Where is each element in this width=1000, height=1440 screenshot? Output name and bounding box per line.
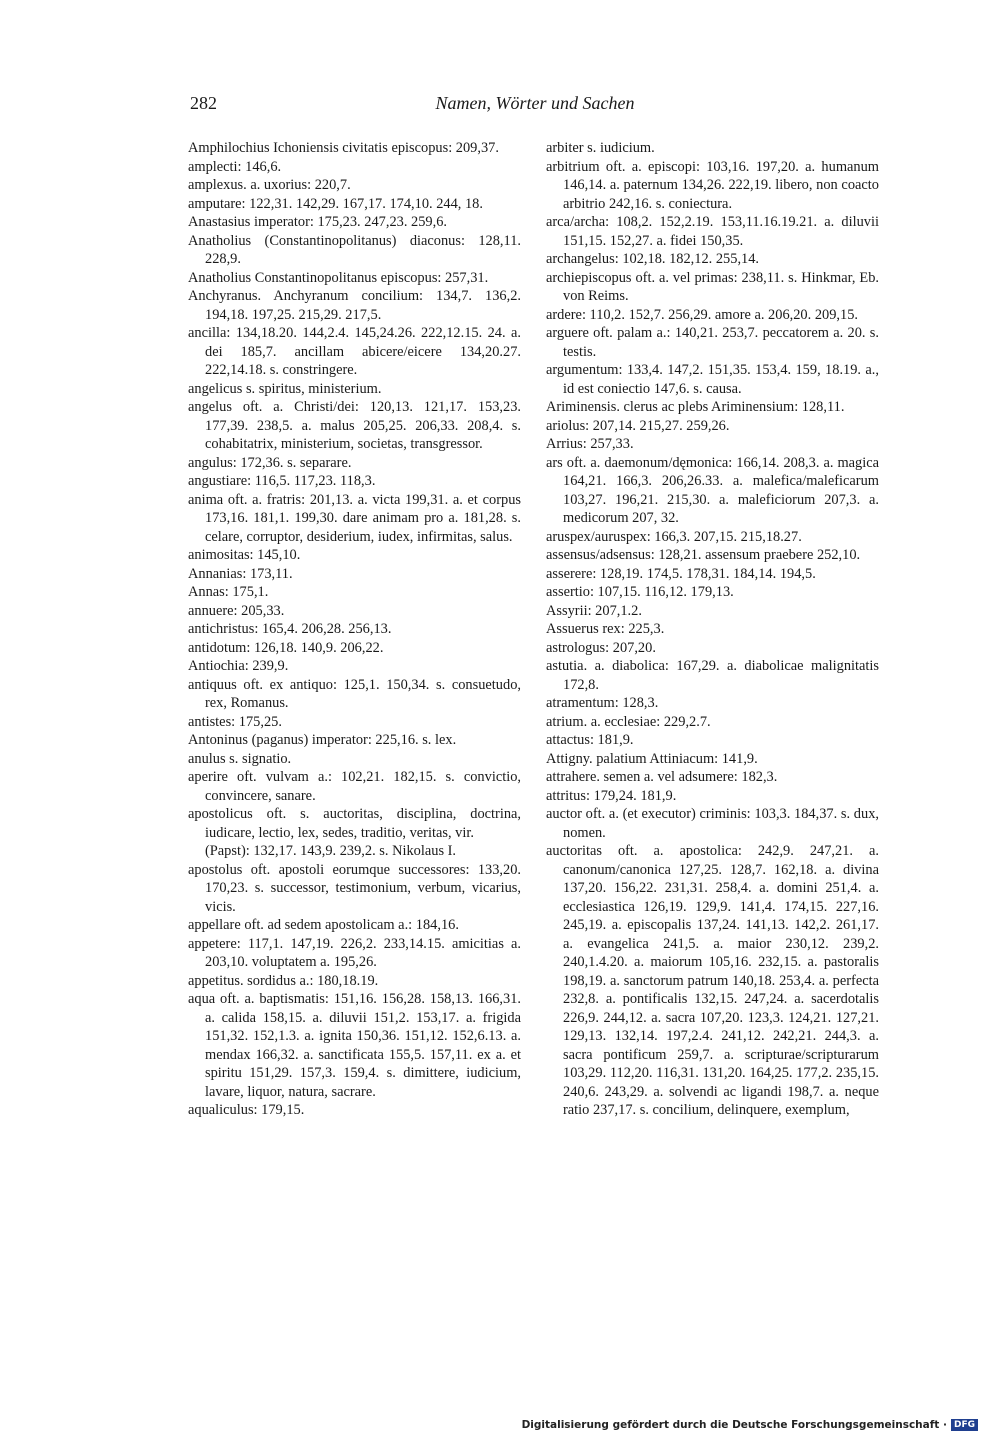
index-column-left (188, 139, 521, 1120)
index-entry: Arrius: 257,33. (546, 436, 634, 452)
index-entry: antiquus oft. ex antiquo: 125,1. 150,34. s. consuetudo, rex, Romanus. (188, 676, 521, 711)
index-entry: atrium. a. ecclesiae: 229,2.7. (546, 713, 711, 730)
index-entry: angelus oft. a. Christi/dei: 120,13. 121,17. 153,23. 177,39. 238,5. a. malus 205,25. 206,33. 208,4. s. cohabitatrix, ministerium, societas, transgressor. (188, 399, 521, 452)
index-entry: antichristus: 165,4. 206,28. 256,13. (188, 621, 392, 637)
index-entry: asserere: 128,19. 174,5. 178,31. 184,14. 194,5. (546, 565, 816, 582)
index-entry: auctor oft. a. (et executor) criminis: 103,3. 184,37. s. dux, nomen. (546, 806, 879, 841)
index-entry: angulus: 172,36. s. separare. (188, 454, 352, 471)
index-entry: amputare: 122,31. 142,29. 167,17. 174,10. 244, 18. (188, 195, 483, 212)
index-entry: aqua oft. a. baptismatis: 151,16. 156,28. 158,13. 166,31. a. calida 158,15. a. diluvii 151,2. 153,17. a. frigida 151,32. 152,1.3. a. ignita 150,36. 151,12. 152,6.13. a. mendax 166,32. a. sanctificata 155,5. 157,11. ex a. et spiritu 151,29. 157,3. 159,4. s. dimittere, iudicium, lavare, liquor, natura, sacrare. (188, 991, 521, 1100)
index-entry: amplexus. a. uxorius: 220,7. (188, 177, 351, 193)
index-entry: astutia. a. diabolica: 167,29. a. diabolicae malignitatis 172,8. (546, 658, 879, 693)
index-entry: ancilla: 134,18.20. 144,2.4. 145,24.26. 222,12.15. 24. a. dei 185,7. ancillam abicere/eicere 134,20.27. 222,14.18. s. constringere. (188, 325, 521, 378)
index-entry: Antoninus (paganus) imperator: 225,16. s. lex. (188, 732, 457, 748)
running-title: Namen, Wörter und Sachen (435, 93, 635, 113)
index-entry: arguere oft. palam a.: 140,21. 253,7. peccatorem a. 20. s. testis. (546, 325, 879, 360)
index-entry: Assyrii: 207,1.2. (546, 602, 642, 619)
index-entry: astrologus: 207,20. (546, 639, 656, 656)
index-entry: Annas: 175,1. (188, 584, 269, 600)
index-entry: ardere: 110,2. 152,7. 256,29. amore a. 206,20. 209,15. (546, 306, 858, 323)
index-entry: antidotum: 126,18. 140,9. 206,22. (188, 639, 384, 656)
index-entry: Antiochia: 239,9. (188, 658, 289, 674)
index-entry: argumentum: 133,4. 147,2. 151,35. 153,4. 159, 18.19. a., id est coniectio 147,6. s. causa. (546, 362, 879, 397)
index-entry: aruspex/auruspex: 166,3. 207,15. 215,18.27. (546, 528, 802, 545)
index-entry: angelicus s. spiritus, ministerium. (188, 380, 382, 397)
index-entry: amplecti: 146,6. (188, 158, 282, 175)
index-entry: arbiter s. iudicium. (546, 140, 655, 156)
index-entry: ars oft. a. daemonum/dęmonica: 166,14. 208,3. a. magica 164,21. 166,3. 206,26.33. a. malefica/maleficarum 103,27. 196,21. 215,30. a. maleficiorum 207,3. a. medicorum 207, 32. (546, 454, 879, 526)
index-entry: (Papst): 132,17. 143,9. 239,2. s. Nikolaus I. (205, 843, 457, 859)
index-entry: annuere: 205,33. (188, 602, 285, 619)
index-entry: Anatholius Constantinopolitanus episcopus: 257,31. (188, 269, 489, 286)
footer-credit (522, 1419, 978, 1431)
index-entry: arbitrium oft. a. episcopi: 103,16. 197,20. a. humanum 146,14. a. paternum 134,26. 222,19. libero, non coacto arbitrio 242,16. s. coniectura. (546, 158, 879, 212)
index-entry: auctoritas oft. a. apostolica: 242,9. 247,21. a. canonum/canonica 127,25. 128,7. 162,18. a. divina 137,20. 156,22. 231,31. 258,4. a. domini 251,4. a. ecclesiastica 126,19. 129,9. 141,4. 174,15. 227,16. 245,19. a. episcopalis 137,24. 141,13. 142,2. 261,17. a. evangelica 241,5. a. maior 230,12. 239,2. 240,1.4.20. a. maiorum 105,16. 232,15. a. pastoralis 198,19. a. sanctorum patrum 140,18. 253,4. a. perfecta 232,8. a. pontificalis 132,15. 247,24. a. sacerdotalis 226,9. 244,12. a. sacra 107,20. 123,3. 124,21. 127,21. 129,13. 132,14. 197,2.4. 241,12. 242,21. 244,3. a. sacra pontificum 259,7. a. scripturae/scripturarum 103,29. 112,20. 116,31. 131,20. 164,25. 177,2. 235,15. 240,6. 243,29. a. solvendi ac ligandi 198,7. a. neque ratio 237,17. s. concilium, delinquere, exemplum, (546, 843, 879, 1118)
index-entry: archangelus: 102,18. 182,12. 255,14. (546, 251, 760, 267)
index-entry: atramentum: 128,3. (546, 695, 659, 711)
index-entry: apostolicus oft. s. auctoritas, disciplina, doctrina, iudicare, lectio, lex, sedes, traditio, veritas, vir. (188, 806, 521, 841)
page-number: 282 (190, 93, 217, 113)
index-entry: Anatholius (Constantinopolitanus) diaconus: 128,11. 228,9. (188, 232, 521, 267)
index-entry: Attigny. palatium Attiniacum: 141,9. (546, 750, 758, 767)
footer-text: Digitalisierung gefördert durch die Deutsche Forschungsgemeinschaft · (521, 1419, 947, 1431)
index-entry: Annanias: 173,11. (188, 565, 293, 582)
index-entry: Assuerus rex: 225,3. (546, 621, 665, 637)
index-entry: Anchyranus. Anchyranum concilium: 134,7. 136,2. 194,18. 197,25. 215,29. 217,5. (188, 288, 521, 323)
index-entry: antistes: 175,25. (188, 713, 282, 730)
index-entry: Ariminensis. clerus ac plebs Ariminensium: 128,11. (546, 399, 845, 415)
index-entry: animositas: 145,10. (188, 547, 301, 563)
index-entry: archiepiscopus oft. a. vel primas: 238,11. s. Hinkmar, Eb. von Reims. (546, 269, 879, 304)
index-entry: appetere: 117,1. 147,19. 226,2. 233,14.15. amicitias a. 203,10. voluptatem a. 195,26. (188, 935, 521, 970)
index-entry: aperire oft. vulvam a.: 102,21. 182,15. s. convictio, convincere, sanare. (188, 769, 521, 804)
index-entry: appetitus. sordidus a.: 180,18.19. (188, 972, 379, 989)
index-entry: ariolus: 207,14. 215,27. 259,26. (546, 417, 730, 434)
index-entry: anima oft. a. fratris: 201,13. a. victa 199,31. a. et corpus 173,16. 181,1. 199,30. dare animam pro a. 181,28. s. celare, corruptor, desiderium, iudex, infirmitas, salus. (188, 491, 521, 545)
index-entry: angustiare: 116,5. 117,23. 118,3. (188, 473, 376, 489)
index-entry: assertio: 107,15. 116,12. 179,13. (546, 584, 734, 600)
index-entry: Anastasius imperator: 175,23. 247,23. 259,6. (188, 214, 448, 230)
index-entry: appellare oft. ad sedem apostolicam a.: 184,16. (188, 917, 459, 933)
index-column-right (546, 139, 879, 1120)
index-entry: aqualiculus: 179,15. (188, 1102, 305, 1118)
index-entry: Amphilochius Ichoniensis civitatis episcopus: 209,37. (188, 140, 499, 156)
index-entry: assensus/adsensus: 128,21. assensum praebere 252,10. (546, 547, 861, 563)
index-entry: arca/archa: 108,2. 152,2.19. 153,11.16.19.21. a. diluvii 151,15. 152,27. a. fidei 150,35. (546, 214, 879, 249)
index-entry: apostolus oft. apostoli eorumque successores: 133,20. 170,23. s. successor, testimonium, verbum, vicarius, vicis. (188, 861, 521, 915)
index-entry: attrahere. semen a. vel adsumere: 182,3. (546, 769, 778, 785)
index-entry: attritus: 179,24. 181,9. (546, 787, 677, 804)
index-entry: attactus: 181,9. (546, 732, 634, 748)
dfg-logo: DFG (951, 1419, 978, 1431)
index-entry: anulus s. signatio. (188, 750, 292, 767)
